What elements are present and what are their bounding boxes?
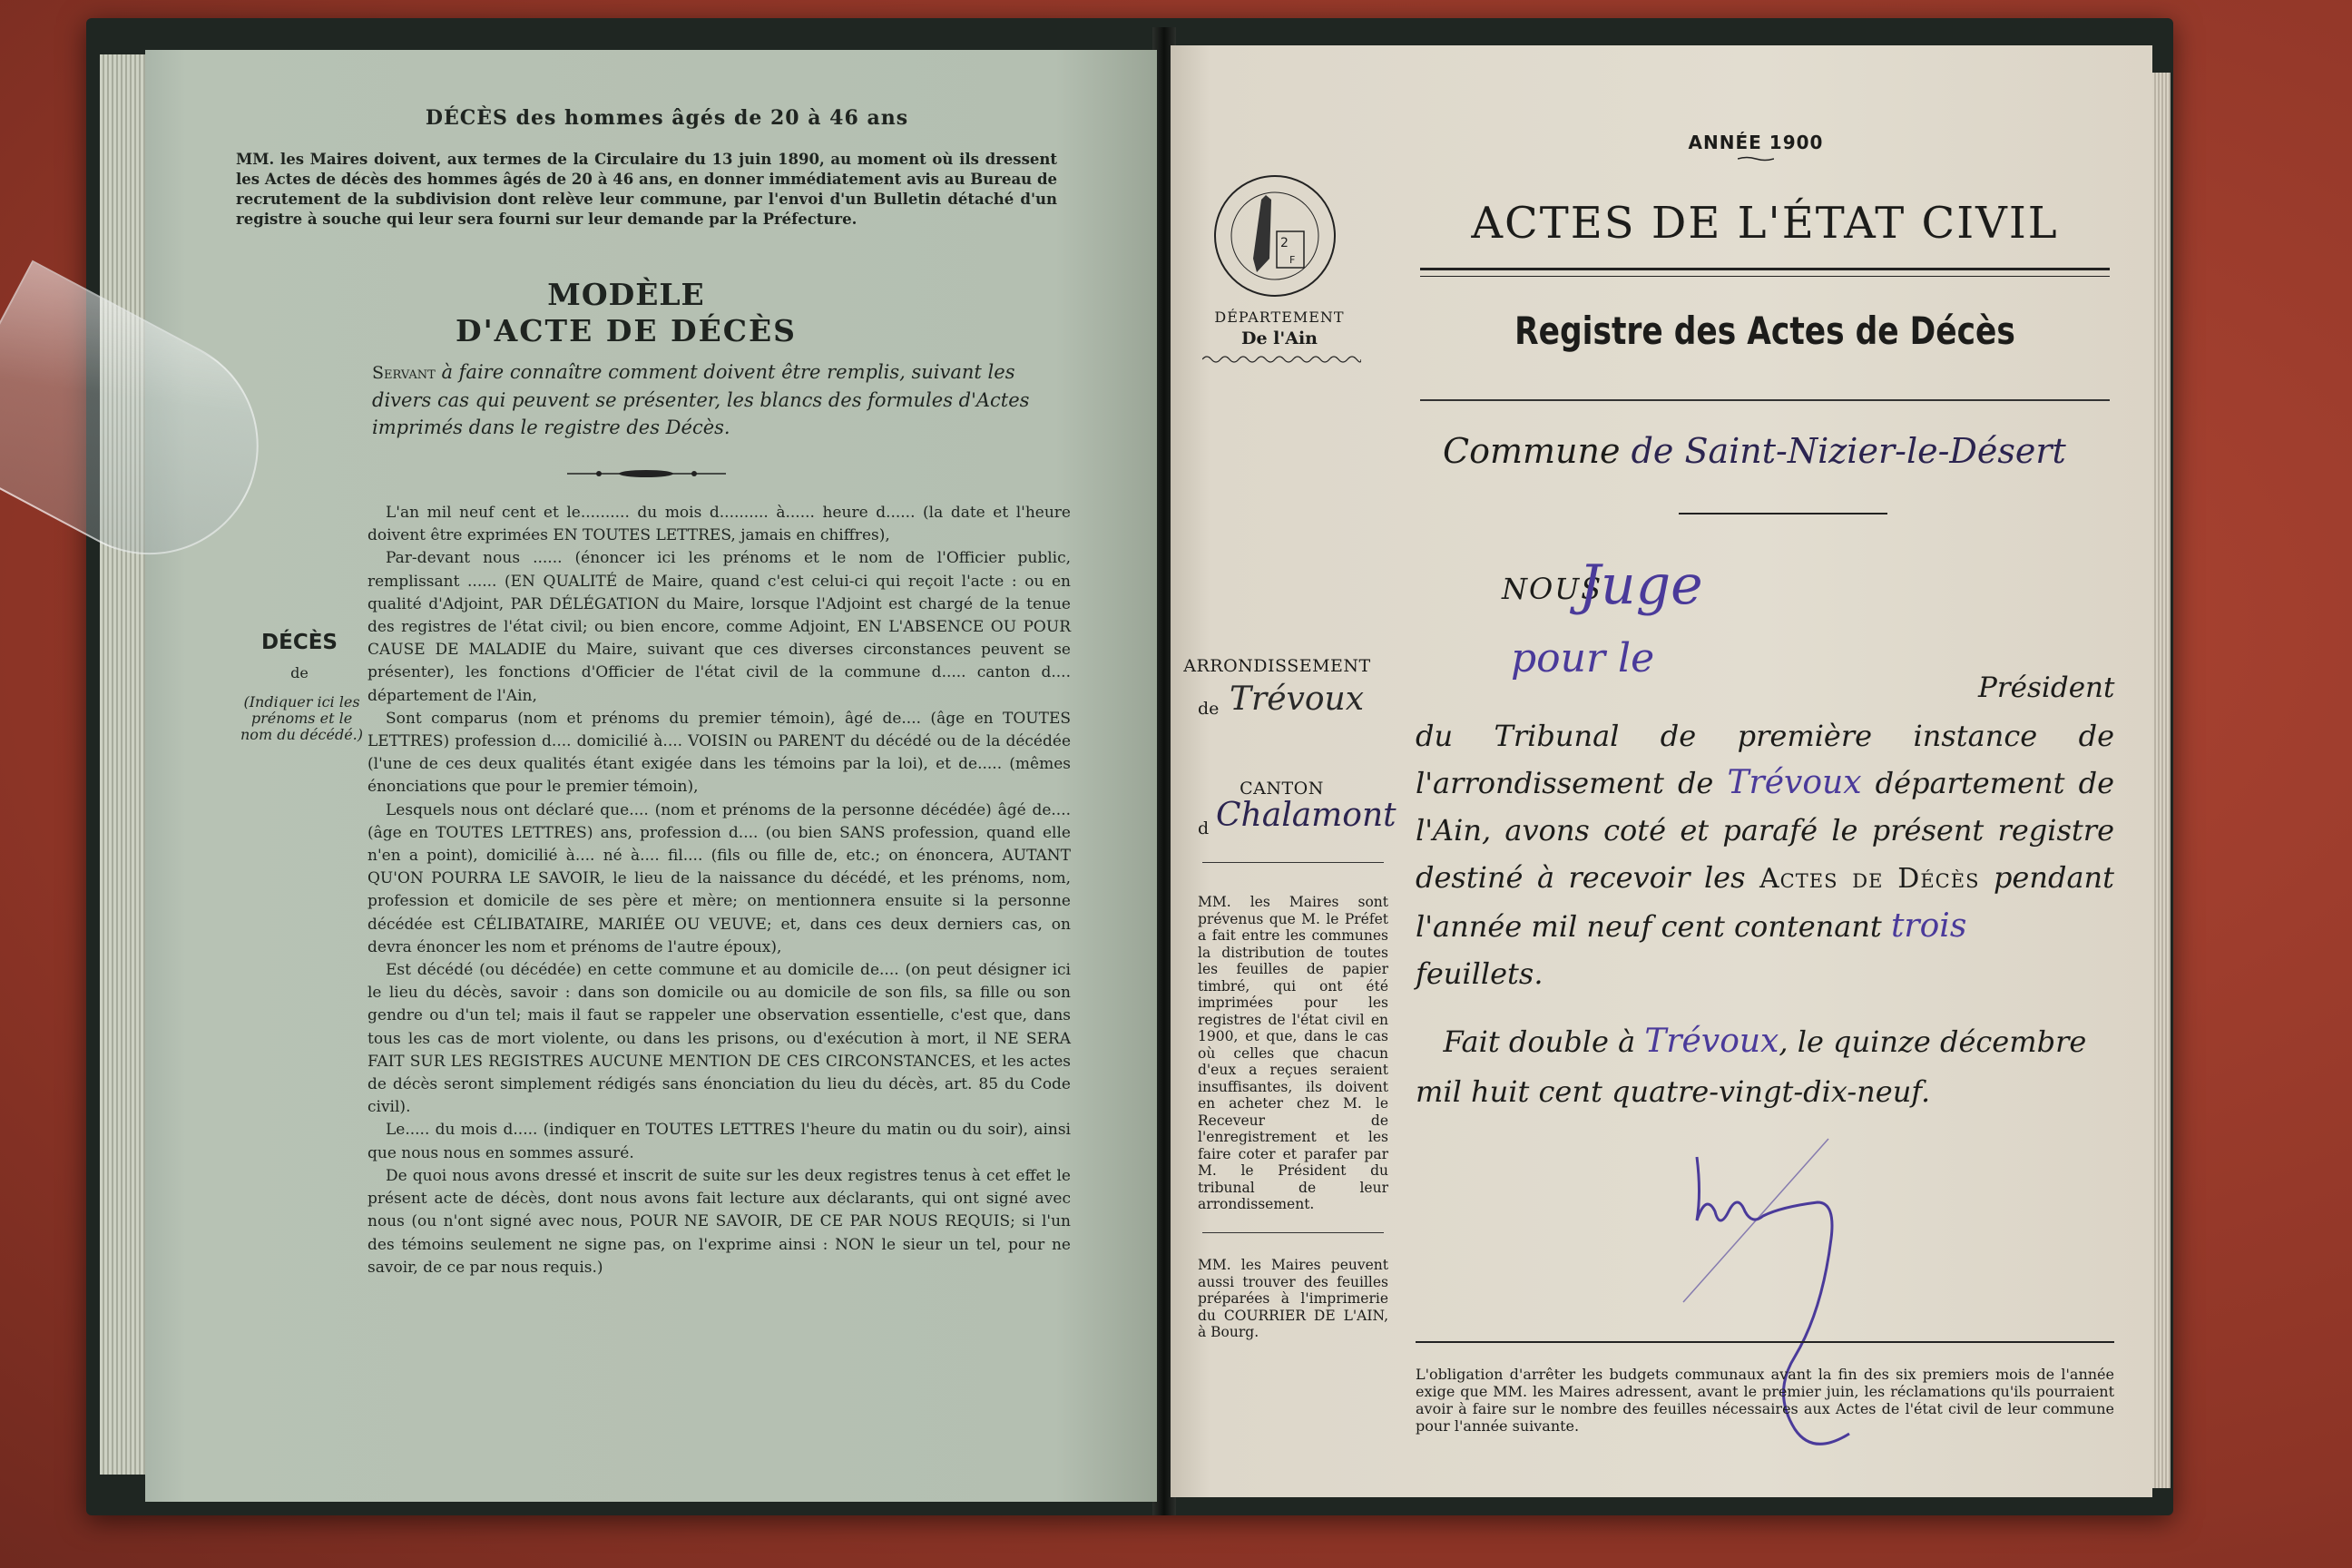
svg-text:F: F <box>1289 254 1296 266</box>
servant-label: Servant <box>372 363 436 383</box>
canton-label: CANTON <box>1240 779 1324 799</box>
modele-body <box>368 502 1071 1279</box>
right-page-edges <box>2152 73 2171 1488</box>
canton-d: d <box>1198 818 1210 838</box>
body-paragraph: Sont comparus (nom et prénoms du premier témoin), âgé de.... (âge en TOUTES LETTRES) profession d.... domicilié à.... VOISIN ou PARENT du décédé ou de la décédée (l'une de ces deux qualités étant exigée dans les témoins par la loi), et de..... (mêmes énonciations que pour le premier témoin), <box>368 709 1071 797</box>
sidebox-rule <box>1202 862 1384 863</box>
arrondissement-label: ARRONDISSEMENT <box>1183 656 1371 676</box>
register-body <box>1416 712 2114 997</box>
margin-note: (Indiquer ici les prénoms et le nom du décédé.) <box>240 693 364 743</box>
commune-line <box>1443 431 2114 471</box>
president-label: Président <box>1978 671 2115 704</box>
fait-text: Fait double à <box>1443 1024 1636 1059</box>
handwritten-place: Trévoux <box>1644 1023 1779 1060</box>
register-subtitle: Registre des Actes de Décès <box>1514 309 2015 353</box>
ornament-divider-icon <box>563 467 730 480</box>
right-page <box>1171 45 2152 1497</box>
handwritten-pour: pour le <box>1511 635 1655 681</box>
actes-deces-text: Actes de Décès <box>1759 863 1980 895</box>
footnote: L'obligation d'arrêter les budgets communaux avant la fin des six premiers mois de l'année exige que MM. les Maires adressent, avant le premier juin, les réclamations qu'ils pourraient avoir à faire sur le nombre des feuilles nécessaires aux Actes de l'état civil de leur commune pour l'année suivante. <box>1416 1366 2114 1435</box>
left-page-intro: MM. les Maires doivent, aux termes de la Circulaire du 13 juin 1890, au moment où ils dressent les Actes de décès des hommes âgés de 20 à 46 ans, en donner immédiatement avis au Bureau de recrutement de la subdivision dont relève leur commune, par l'envoi d'un Bulletin détaché d'un registre à souche qui leur sera fourni sur leur demande par la Préfecture. <box>236 151 1057 228</box>
margin-deces-label: DÉCÈS <box>261 631 338 654</box>
body-paragraph: Le..... du mois d..... (indiquer en TOUTES LETTRES l'heure du matin ou du soir), ainsi que nous nous en sommes assuré. <box>368 1121 1071 1162</box>
handwritten-arrondissement: Trévoux <box>1727 764 1862 801</box>
title-rule <box>1420 268 2110 277</box>
fait-text: , le quinze décembre mil huit cent quatre-vingt-dix-neuf. <box>1416 1024 2087 1109</box>
departement-label: DÉPARTEMENT <box>1214 309 1345 326</box>
body-paragraph: Est décédé (ou décédée) en cette commune et au domicile de.... (on peut désigner ici le lieu du décès, savoir : dans son domicile ou au domicile de son fils, sa fille ou son gendre ou d'un tel; mais il faut se rappeler une observation essentielle, c'est que, dans tous les cas de mort violente, ou dans les prisons, ou d'exécution à mort, il NE SERA FAIT SUR LES REGISTRES AUCUNE MENTION DE CES CIRCONSTANCES, et les actes de décès seront simplement rédigés sans énonciation du lieu du décès, art. 85 du Code civil). <box>368 961 1071 1117</box>
register-title: ACTES DE L'ÉTAT CIVIL <box>1471 198 2059 249</box>
fait-line <box>1416 1016 2114 1117</box>
year-underline-icon <box>1738 156 1774 162</box>
republique-seal-icon <box>1211 172 1338 299</box>
canton-name: Chalamont <box>1216 797 1396 834</box>
footnote-rule <box>1416 1341 2114 1343</box>
svg-text:2: 2 <box>1280 236 1289 250</box>
body-paragraph: Lesquels nous ont déclaré que.... (nom et prénoms de la personne décédée) âgé de.... (âge en TOUTES LETTRES) ans, profession d.... (ou bien SANS profession, quand elle n'en a point), domicilié à.... né à.... fil.... (fils ou fille de, etc.; on énoncera, AUTANT QU'ON POURRA LE SAVOIR, le lieu de la naissance du décédé, et les prénoms, nom, profession et domicile de ses père et mère; on mentionnera ensuite si la personne décédée est CÉLIBATAIRE, MARIÉE OU VEUVE; et, dans ces deux derniers cas, on devra énoncer les nom et prénoms de l'autre époux), <box>368 800 1071 956</box>
servant-text: à faire connaître comment doivent être remplis, suivant les divers cas qui peuvent se présenter, les blancs des formules d'Actes imprimés dans le registre des Décès. <box>372 361 1030 438</box>
body-paragraph: De quoi nous avons dressé et inscrit de suite sur les deux registres tenus à cet effet le présent acte de décès, dont nous avons fait lecture aux déclarants, qui ont signé avec nous (ou n'ont signé avec nous, POUR NE SAVOIR, DE CE PAR NOUS REQUIS; si l'un des témoins seulement ne signe pas, on l'exprime ainsi : NON le sieur un tel, pour ne savoir, de ce par nous requis.) <box>368 1166 1071 1277</box>
arrondissement-de: de <box>1198 699 1220 719</box>
servant-paragraph <box>372 358 1071 441</box>
sidebox-courrier: MM. les Maires peuvent aussi trouver des feuilles préparées à l'imprimerie du COURRIER DE L'AIN, à Bourg. <box>1198 1257 1388 1340</box>
body-text: feuillets. <box>1416 956 1544 991</box>
sidebox-notice: MM. les Maires sont prévenus que M. le Préfet a fait entre les communes la distribution de toutes les feuilles de papier timbré, qui ont été imprimées pour les registres de l'état civil en 1900, et que, dans le cas où celles que chacun d'eux a reçues seraient insuffisantes, ils doivent en acheter chez M. le Receveur de l'enregistrement et les faire coter et parafer par M. le Président du tribunal de leur arrondissement. <box>1198 894 1388 1212</box>
left-page <box>145 50 1157 1502</box>
departement-name: De l'Ain <box>1241 328 1318 348</box>
nous-label: NOUS <box>1502 572 1603 606</box>
commune-label: Commune <box>1443 431 1621 471</box>
body-paragraph: L'an mil neuf cent et le.......... du mois d.......... à...... heure d...... (la date et l'heure doivent être exprimées EN TOUTES LETTRES, jamais en chiffres), <box>368 504 1071 545</box>
body-text: département de l'Ain, avons coté et parafé le présent registre destiné à recevoir les <box>1416 766 2115 895</box>
body-paragraph: Par-devant nous ...... (énoncer ici les prénoms et le nom de l'Officier public, remplissant ...... (EN QUALITÉ de Maire, quand c'est celui-ci qui reçoit l'acte : ou en qualité d'Adjoint, PAR DÉLÉGATION du Maire, lorsque l'Adjoint est chargé de la tenue des registres de l'état civil; ou bien encore, comme Adjoint, EN L'ABSENCE OU POUR CAUSE DE MALADIE du Maire, suivant que ces diverses circonstances peuvent se présenter), les fonctions d'Officier de l'état civil de la commune d..... canton d.... département de l'Ain, <box>368 549 1071 705</box>
body-text: pendant l'année mil neuf cent contenant <box>1416 860 2114 944</box>
arrondissement-name: Trévoux <box>1230 681 1365 718</box>
margin-de-label: de <box>290 664 309 681</box>
commune-rule <box>1679 513 1887 514</box>
wave-divider-icon <box>1202 354 1361 365</box>
handwritten-juge: Juge <box>1579 554 1703 617</box>
commune-name: de Saint-Nizier-le-Désert <box>1631 431 2066 471</box>
left-page-heading: DÉCÈS des hommes âgés de 20 à 46 ans <box>425 106 909 130</box>
handwritten-count: trois <box>1890 907 1967 945</box>
modele-subtitle: D'ACTE DE DÉCÈS <box>455 313 798 348</box>
body-text: du Tribunal de première instance de l'arrondissement de <box>1416 719 2114 800</box>
modele-title: MODÈLE <box>547 277 705 312</box>
sidebox-rule <box>1202 1232 1384 1233</box>
year-label: ANNÉE 1900 <box>1688 132 1824 153</box>
subtitle-rule <box>1420 399 2110 401</box>
